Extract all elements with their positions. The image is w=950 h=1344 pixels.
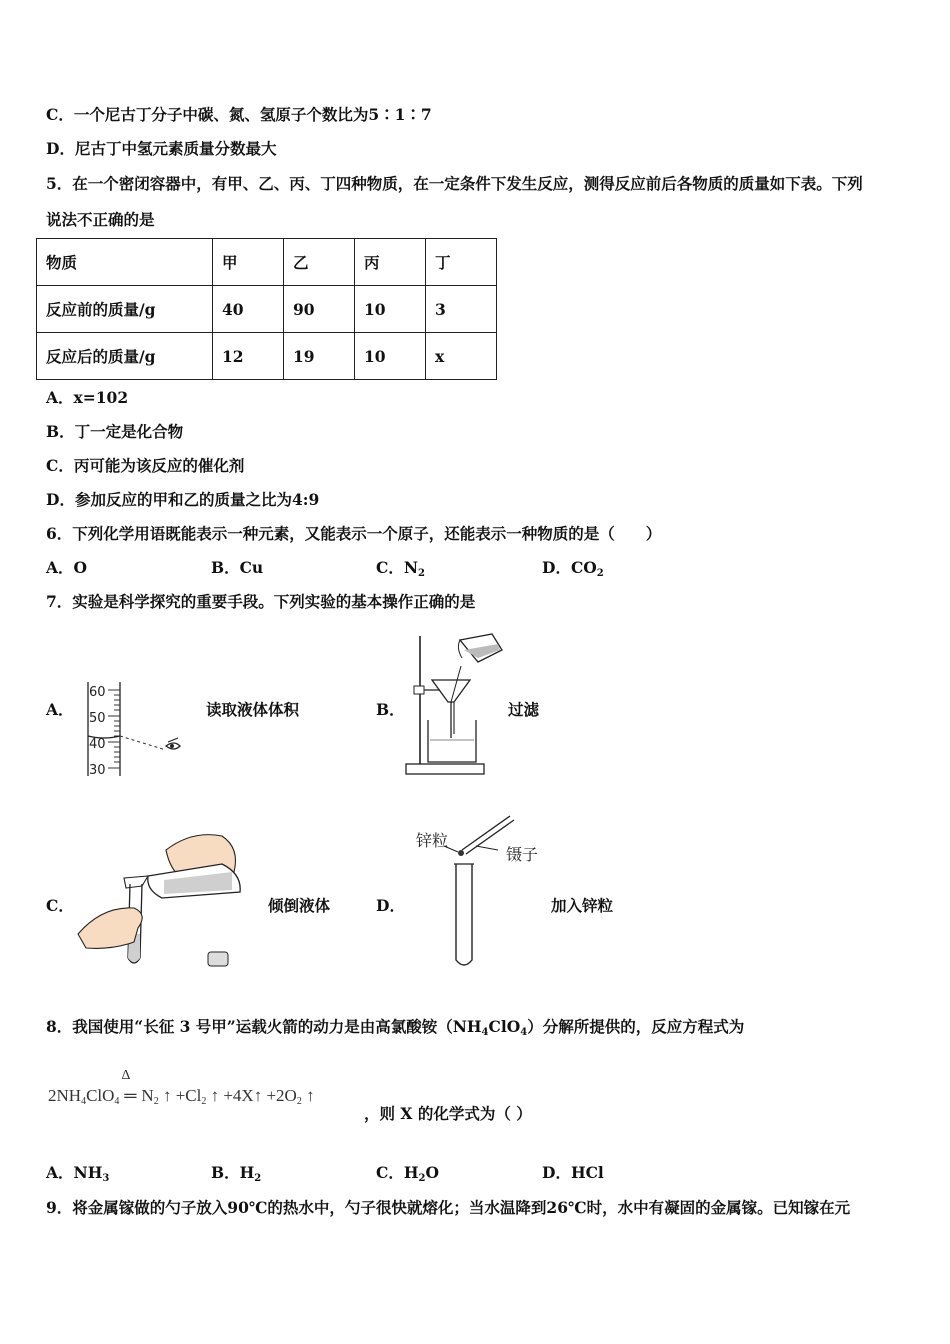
q7-option-c-letter: C．	[46, 896, 74, 915]
adding-zinc-illustration	[410, 812, 560, 974]
q6-option-a: A．O	[46, 558, 88, 577]
q4-option-c: C．一个尼古丁分子中碳、氮、氢原子个数比为5∶1∶7	[46, 105, 432, 124]
equation-term: ↑ +Cl	[162, 1086, 202, 1105]
q6-option-d-sub: 2	[596, 568, 604, 579]
q8-option-c	[376, 1161, 439, 1184]
table-cell: 甲	[213, 239, 284, 286]
table-cell: 10	[355, 333, 426, 380]
q5-option-c: C．丙可能为该反应的催化剂	[46, 456, 245, 475]
q6-option-c-sub: 2	[418, 568, 425, 579]
q8-option-b-sub: 2	[254, 1173, 262, 1184]
equation-term: 2NH	[48, 1086, 82, 1105]
q8-option-c-text: C．H	[376, 1163, 419, 1182]
equation-sub: 4	[81, 1096, 87, 1107]
q6-option-b: B．Cu	[211, 558, 264, 577]
q7-option-a-text: 读取液体体积	[206, 700, 300, 719]
delta-symbol: Δ	[121, 1068, 131, 1083]
equation-term: ↑	[306, 1086, 315, 1105]
equation-term: ClO	[86, 1086, 115, 1105]
table-cell: 19	[284, 333, 355, 380]
eye-icon	[166, 738, 180, 749]
q7-option-a-letter: A．	[46, 700, 74, 719]
cylinder-tick-label: 60	[89, 685, 106, 700]
table-cell: 10	[355, 286, 426, 333]
table-row	[37, 286, 497, 333]
table-cell: 90	[284, 286, 355, 333]
tweezers-label: 镊子	[506, 845, 539, 864]
q8-option-a	[46, 1161, 109, 1184]
table-cell: 12	[213, 333, 284, 380]
table-cell: 反应前的质量/g	[37, 286, 213, 333]
q6-option-c-text: C．N	[376, 558, 419, 577]
equation-sub: 2	[296, 1096, 302, 1107]
graduated-cylinder-illustration	[82, 680, 192, 780]
q8-stem-sub: 4	[520, 1027, 528, 1038]
q8-stem-text: ）分解所提供的，反应方程式为	[527, 1017, 745, 1036]
heating-equals-sign: Δ ═	[121, 1068, 137, 1105]
q8-option-b	[211, 1161, 261, 1184]
q8-option-c-text: O	[425, 1163, 439, 1182]
table-cell: 乙	[284, 239, 355, 286]
table-cell: 40	[213, 286, 284, 333]
q5-stem-line1: 5．在一个密闭容器中，有甲、乙、丙、丁四种物质，在一定条件下发生反应，测得反应前后各物质的质量如下表。下列	[46, 174, 863, 193]
table-cell: 丙	[355, 239, 426, 286]
q5-option-d: D．参加反应的甲和乙的质量之比为4:9	[46, 490, 320, 509]
table-cell: 反应后的质量/g	[37, 333, 213, 380]
q8-reaction-equation	[48, 1068, 315, 1107]
q5-stem-line2: 说法不正确的是	[46, 210, 155, 229]
q5-option-a: A．x=102	[46, 388, 129, 407]
table-cell: 物质	[37, 239, 213, 286]
table-cell: x	[426, 333, 497, 380]
filtration-apparatus-illustration	[404, 628, 514, 778]
q8-option-a-sub: 3	[102, 1173, 110, 1184]
cylinder-tick-label: 30	[89, 763, 106, 778]
q8-option-b-text: B．H	[211, 1163, 255, 1182]
table-row	[37, 333, 497, 380]
table-cell: 丁	[426, 239, 497, 286]
q6-option-c	[376, 556, 425, 579]
q8-equation-tail: ，则 X 的化学式为（ ）	[364, 1104, 532, 1123]
cylinder-tick-label: 40	[89, 737, 106, 752]
q9-stem: 9．将金属镓做的勺子放入90℃的热水中，勺子很快就熔化；当水温降到26℃时，水中有凝固的金属镓。已知镓在元	[46, 1198, 851, 1217]
equation-term: N	[141, 1086, 154, 1105]
q8-option-d: D．HCl	[542, 1163, 604, 1182]
q6-option-d	[542, 556, 604, 579]
q4-option-d: D．尼古丁中氢元素质量分数最大	[46, 139, 277, 158]
q5-option-b: B．丁一定是化合物	[46, 422, 184, 441]
zinc-granule-label: 锌粒	[416, 831, 449, 850]
q8-stem-text: ClO	[488, 1017, 521, 1036]
equation-sub: 4	[114, 1096, 120, 1107]
q7-option-c-text: 倾倒液体	[268, 896, 331, 915]
q8-option-a-text: A．NH	[46, 1163, 103, 1182]
q8-option-c-sub: 2	[418, 1173, 426, 1184]
q6-stem: 6．下列化学用语既能表示一种元素，又能表示一个原子，还能表示一种物质的是（ ）	[46, 524, 662, 543]
q5-mass-table	[36, 238, 497, 380]
q7-option-b-text: 过滤	[508, 700, 540, 719]
q6-option-d-text: D．CO	[542, 558, 597, 577]
table-cell: 3	[426, 286, 497, 333]
cylinder-tick-label: 50	[89, 711, 106, 726]
q8-stem-sub: 4	[481, 1027, 489, 1038]
q8-stem	[46, 1015, 744, 1038]
table-row	[37, 239, 497, 286]
equation-sub: 2	[153, 1096, 159, 1107]
q8-stem-text: 8．我国使用“长征 3 号甲”运载火箭的动力是由高氯酸铵（NH	[46, 1017, 482, 1036]
pouring-liquid-illustration	[72, 824, 252, 974]
q7-option-d-text: 加入锌粒	[551, 896, 614, 915]
equation-term: ↑ +4X↑ +2O	[210, 1086, 297, 1105]
q7-option-d-letter: D．	[376, 896, 405, 915]
q7-option-b-letter: B．	[376, 700, 405, 719]
equation-sub: 2	[201, 1096, 207, 1107]
q7-stem: 7．实验是科学探究的重要手段。下列实验的基本操作正确的是	[46, 592, 476, 611]
